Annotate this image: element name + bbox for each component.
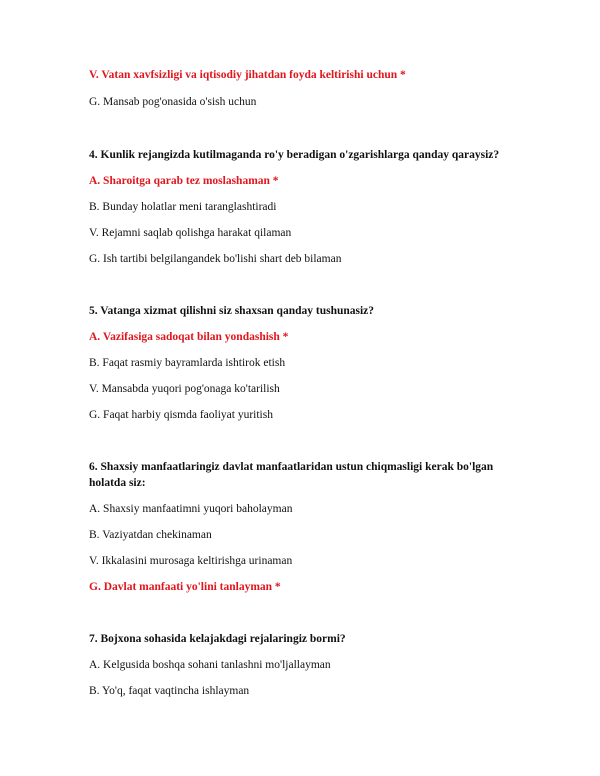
q6-option-v: V. Ikkalasini murosaga keltirishga urinaman [89, 555, 293, 567]
q7-option-b: B. Yo'q, faqat vaqtincha ishlayman [89, 685, 250, 697]
q7-option-a: A. Kelgusida boshqa sohani tanlashni mo'ljallayman [89, 659, 331, 671]
q4-option-v: V. Rejamni saqlab qolishga harakat qilaman [89, 227, 292, 239]
q5-option-b: B. Faqat rasmiy bayramlarda ishtirok etish [89, 357, 286, 369]
question-7: 7. Bojxona sohasida kelajakdagi rejalaringiz bormi? [89, 633, 346, 645]
q6-option-g-correct: G. Davlat manfaati yo'lini tanlayman * [89, 581, 281, 593]
prev-option-g: G. Mansab pog'onasida o'sish uchun [89, 96, 257, 108]
q4-option-b: B. Bunday holatlar meni taranglashtiradi [89, 201, 277, 213]
q6-option-a: A. Shaxsiy manfaatimni yuqori baholayman [89, 503, 293, 515]
question-6-line-1: 6. Shaxsiy manfaatlaringiz davlat manfaatlaridan ustun chiqmasligi kerak bo'lgan [89, 461, 494, 473]
prev-option-v-correct: V. Vatan xavfsizligi va iqtisodiy jihatdan foyda keltirishi uchun * [89, 69, 406, 81]
q5-option-v: V. Mansabda yuqori pog'onaga ko'tarilish [89, 383, 280, 395]
q4-option-g: G. Ish tartibi belgilangandek bo'lishi shart deb bilaman [89, 253, 342, 265]
question-6-line-2: holatda siz: [89, 477, 146, 489]
question-4: 4. Kunlik rejangizda kutilmaganda ro'y beradigan o'zgarishlarga qanday qaraysiz? [89, 149, 500, 161]
q4-option-a-correct: A. Sharoitga qarab tez moslashaman * [89, 175, 279, 187]
q6-option-b: B. Vaziyatdan chekinaman [89, 529, 212, 541]
q5-option-g: G. Faqat harbiy qismda faoliyat yuritish [89, 409, 273, 421]
q5-option-a-correct: A. Vazifasiga sadoqat bilan yondashish * [89, 331, 289, 343]
question-5: 5. Vatanga xizmat qilishni siz shaxsan qanday tushunasiz? [89, 305, 375, 317]
